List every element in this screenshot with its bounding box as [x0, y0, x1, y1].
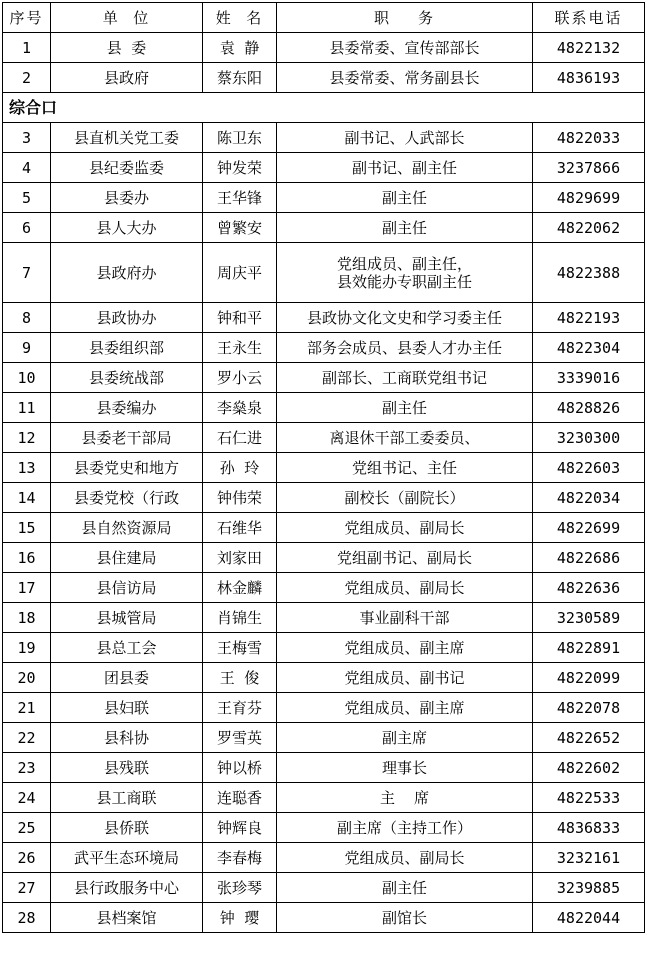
cell-name: 连聪香: [203, 783, 277, 813]
cell-position: 党组成员、副书记: [277, 663, 533, 693]
cell-phone: 4836193: [533, 63, 645, 93]
cell-unit: 县信访局: [51, 573, 203, 603]
cell-seq: 12: [3, 423, 51, 453]
cell-position: 部务会成员、县委人才办主任: [277, 333, 533, 363]
cell-name: 曾繁安: [203, 213, 277, 243]
cell-name: 蔡东阳: [203, 63, 277, 93]
cell-name: 石仁进: [203, 423, 277, 453]
cell-unit: 县委老干部局: [51, 423, 203, 453]
cell-phone: 4822033: [533, 123, 645, 153]
cell-position: 副馆长: [277, 903, 533, 933]
table-row: [3, 873, 645, 903]
cell-unit: 县城管局: [51, 603, 203, 633]
cell-name: 石维华: [203, 513, 277, 543]
cell-name: 王梅雪: [203, 633, 277, 663]
cell-seq: 20: [3, 663, 51, 693]
group-label: 综合口: [3, 93, 645, 123]
cell-unit: 县委组织部: [51, 333, 203, 363]
table-row: [3, 153, 645, 183]
cell-unit: 县 委: [51, 33, 203, 63]
cell-seq: 24: [3, 783, 51, 813]
cell-name: 林金麟: [203, 573, 277, 603]
cell-seq: 5: [3, 183, 51, 213]
cell-name: 袁 静: [203, 33, 277, 63]
table-row: [3, 393, 645, 423]
table-row: [3, 513, 645, 543]
cell-position: 党组成员、副局长: [277, 573, 533, 603]
cell-phone: 4836833: [533, 813, 645, 843]
cell-name: 钟和平: [203, 303, 277, 333]
cell-phone: 3237866: [533, 153, 645, 183]
cell-seq: 19: [3, 633, 51, 663]
cell-phone: 4828826: [533, 393, 645, 423]
cell-phone: 3339016: [533, 363, 645, 393]
table-row: [3, 663, 645, 693]
cell-position: 副主任: [277, 183, 533, 213]
cell-unit: 县委党史和地方: [51, 453, 203, 483]
cell-position: 离退休干部工委委员、: [277, 423, 533, 453]
table-row: [3, 363, 645, 393]
cell-seq: 11: [3, 393, 51, 423]
cell-phone: 4822062: [533, 213, 645, 243]
cell-position: 主 席: [277, 783, 533, 813]
cell-seq: 10: [3, 363, 51, 393]
cell-name: 刘家田: [203, 543, 277, 573]
cell-seq: 22: [3, 723, 51, 753]
cell-position: 理事长: [277, 753, 533, 783]
cell-unit: 县自然资源局: [51, 513, 203, 543]
cell-seq: 27: [3, 873, 51, 903]
header-unit: 单 位: [51, 3, 203, 33]
cell-position: 副主任: [277, 873, 533, 903]
cell-phone: 4829699: [533, 183, 645, 213]
cell-unit: 县纪委监委: [51, 153, 203, 183]
cell-phone: 4822636: [533, 573, 645, 603]
cell-position: 副校长（副院长）: [277, 483, 533, 513]
cell-unit: 县委党校（行政: [51, 483, 203, 513]
cell-phone: 4822603: [533, 453, 645, 483]
cell-seq: 18: [3, 603, 51, 633]
cell-unit: 县工商联: [51, 783, 203, 813]
cell-unit: 县直机关党工委: [51, 123, 203, 153]
cell-name: 钟发荣: [203, 153, 277, 183]
cell-name: 王永生: [203, 333, 277, 363]
cell-seq: 8: [3, 303, 51, 333]
header-row: [3, 3, 645, 33]
cell-phone: 4822533: [533, 783, 645, 813]
cell-seq: 16: [3, 543, 51, 573]
cell-seq: 4: [3, 153, 51, 183]
cell-seq: 1: [3, 33, 51, 63]
cell-phone: 3232161: [533, 843, 645, 873]
cell-name: 钟伟荣: [203, 483, 277, 513]
cell-seq: 28: [3, 903, 51, 933]
cell-phone: 4822891: [533, 633, 645, 663]
cell-position: 党组成员、副局长: [277, 843, 533, 873]
cell-unit: 县住建局: [51, 543, 203, 573]
table-row: [3, 693, 645, 723]
cell-unit: 团县委: [51, 663, 203, 693]
table-row: [3, 213, 645, 243]
cell-position-line: 县效能办专职副主任: [336, 272, 472, 291]
cell-position: 党组成员、副主席: [277, 693, 533, 723]
cell-phone: 3230589: [533, 603, 645, 633]
table-row: [3, 633, 645, 663]
cell-seq: 21: [3, 693, 51, 723]
cell-seq: 2: [3, 63, 51, 93]
cell-phone: 4822078: [533, 693, 645, 723]
contact-table: [2, 2, 645, 933]
table-row: [3, 423, 645, 453]
table-row: [3, 63, 645, 93]
cell-name: 罗小云: [203, 363, 277, 393]
cell-name: 王育芬: [203, 693, 277, 723]
cell-position: 副部长、工商联党组书记: [277, 363, 533, 393]
cell-phone: 4822388: [533, 243, 645, 303]
cell-position: 县委常委、常务副县长: [277, 63, 533, 93]
cell-name: 李春梅: [203, 843, 277, 873]
cell-position: 党组成员、副局长: [277, 513, 533, 543]
cell-position: 副主任: [277, 213, 533, 243]
cell-seq: 14: [3, 483, 51, 513]
cell-name: 孙 玲: [203, 453, 277, 483]
table-row: [3, 303, 645, 333]
cell-position: 事业副科干部: [277, 603, 533, 633]
cell-position: [277, 243, 533, 303]
table-row: [3, 33, 645, 63]
cell-position: 副书记、人武部长: [277, 123, 533, 153]
cell-name: 钟以桥: [203, 753, 277, 783]
table-row: [3, 843, 645, 873]
cell-unit: 县政府: [51, 63, 203, 93]
table-row: [3, 813, 645, 843]
cell-name: 钟辉良: [203, 813, 277, 843]
cell-seq: 3: [3, 123, 51, 153]
table-row: [3, 243, 645, 303]
cell-seq: 9: [3, 333, 51, 363]
cell-unit: 县委办: [51, 183, 203, 213]
cell-name: 陈卫东: [203, 123, 277, 153]
cell-position: 党组副书记、副局长: [277, 543, 533, 573]
cell-seq: 23: [3, 753, 51, 783]
cell-unit: 县委编办: [51, 393, 203, 423]
table-row: [3, 333, 645, 363]
cell-unit: 县总工会: [51, 633, 203, 663]
cell-seq: 25: [3, 813, 51, 843]
cell-seq: 13: [3, 453, 51, 483]
header-name: 姓 名: [203, 3, 277, 33]
cell-position: 副主席: [277, 723, 533, 753]
table-row: [3, 753, 645, 783]
cell-unit: 县委统战部: [51, 363, 203, 393]
cell-phone: 3230300: [533, 423, 645, 453]
cell-unit: 县政府办: [51, 243, 203, 303]
table-row: [3, 903, 645, 933]
cell-name: 王华锋: [203, 183, 277, 213]
cell-phone: 4822132: [533, 33, 645, 63]
cell-unit: 县残联: [51, 753, 203, 783]
cell-position: 副书记、副主任: [277, 153, 533, 183]
cell-phone: 4822099: [533, 663, 645, 693]
cell-unit: 县妇联: [51, 693, 203, 723]
cell-position-line: 党组成员、副主任，: [336, 254, 472, 273]
cell-name: 罗雪英: [203, 723, 277, 753]
cell-phone: 4822044: [533, 903, 645, 933]
cell-position: 党组成员、副主席: [277, 633, 533, 663]
cell-seq: 6: [3, 213, 51, 243]
table-row: [3, 183, 645, 213]
cell-name: 王 俊: [203, 663, 277, 693]
cell-position: 副主任: [277, 393, 533, 423]
table-row: [3, 783, 645, 813]
header-seq: 序号: [3, 3, 51, 33]
cell-position: 副主席（主持工作）: [277, 813, 533, 843]
header-phone: 联系电话: [533, 3, 645, 33]
table-row: [3, 573, 645, 603]
cell-phone: 4822699: [533, 513, 645, 543]
cell-phone: 4822304: [533, 333, 645, 363]
cell-name: 张珍琴: [203, 873, 277, 903]
group-header-row: [3, 93, 645, 123]
cell-seq: 17: [3, 573, 51, 603]
cell-phone: 4822034: [533, 483, 645, 513]
cell-position: 县委常委、宣传部部长: [277, 33, 533, 63]
table-row: [3, 483, 645, 513]
cell-unit: 武平生态环境局: [51, 843, 203, 873]
cell-seq: 15: [3, 513, 51, 543]
cell-unit: 县侨联: [51, 813, 203, 843]
cell-name: 肖锦生: [203, 603, 277, 633]
cell-name: 周庆平: [203, 243, 277, 303]
cell-phone: 4822602: [533, 753, 645, 783]
cell-phone: 4822686: [533, 543, 645, 573]
cell-unit: 县科协: [51, 723, 203, 753]
cell-position: 县政协文化文史和学习委主任: [277, 303, 533, 333]
cell-seq: 7: [3, 243, 51, 303]
cell-phone: 3239885: [533, 873, 645, 903]
table-row: [3, 543, 645, 573]
cell-phone: 4822193: [533, 303, 645, 333]
cell-unit: 县行政服务中心: [51, 873, 203, 903]
cell-name: 钟 璎: [203, 903, 277, 933]
cell-seq: 26: [3, 843, 51, 873]
cell-position: 党组书记、主任: [277, 453, 533, 483]
cell-name: 李燊泉: [203, 393, 277, 423]
cell-unit: 县档案馆: [51, 903, 203, 933]
table-row: [3, 603, 645, 633]
cell-unit: 县人大办: [51, 213, 203, 243]
header-position: 职 务: [277, 3, 533, 33]
cell-phone: 4822652: [533, 723, 645, 753]
cell-unit: 县政协办: [51, 303, 203, 333]
table-row: [3, 453, 645, 483]
table-row: [3, 123, 645, 153]
table-row: [3, 723, 645, 753]
